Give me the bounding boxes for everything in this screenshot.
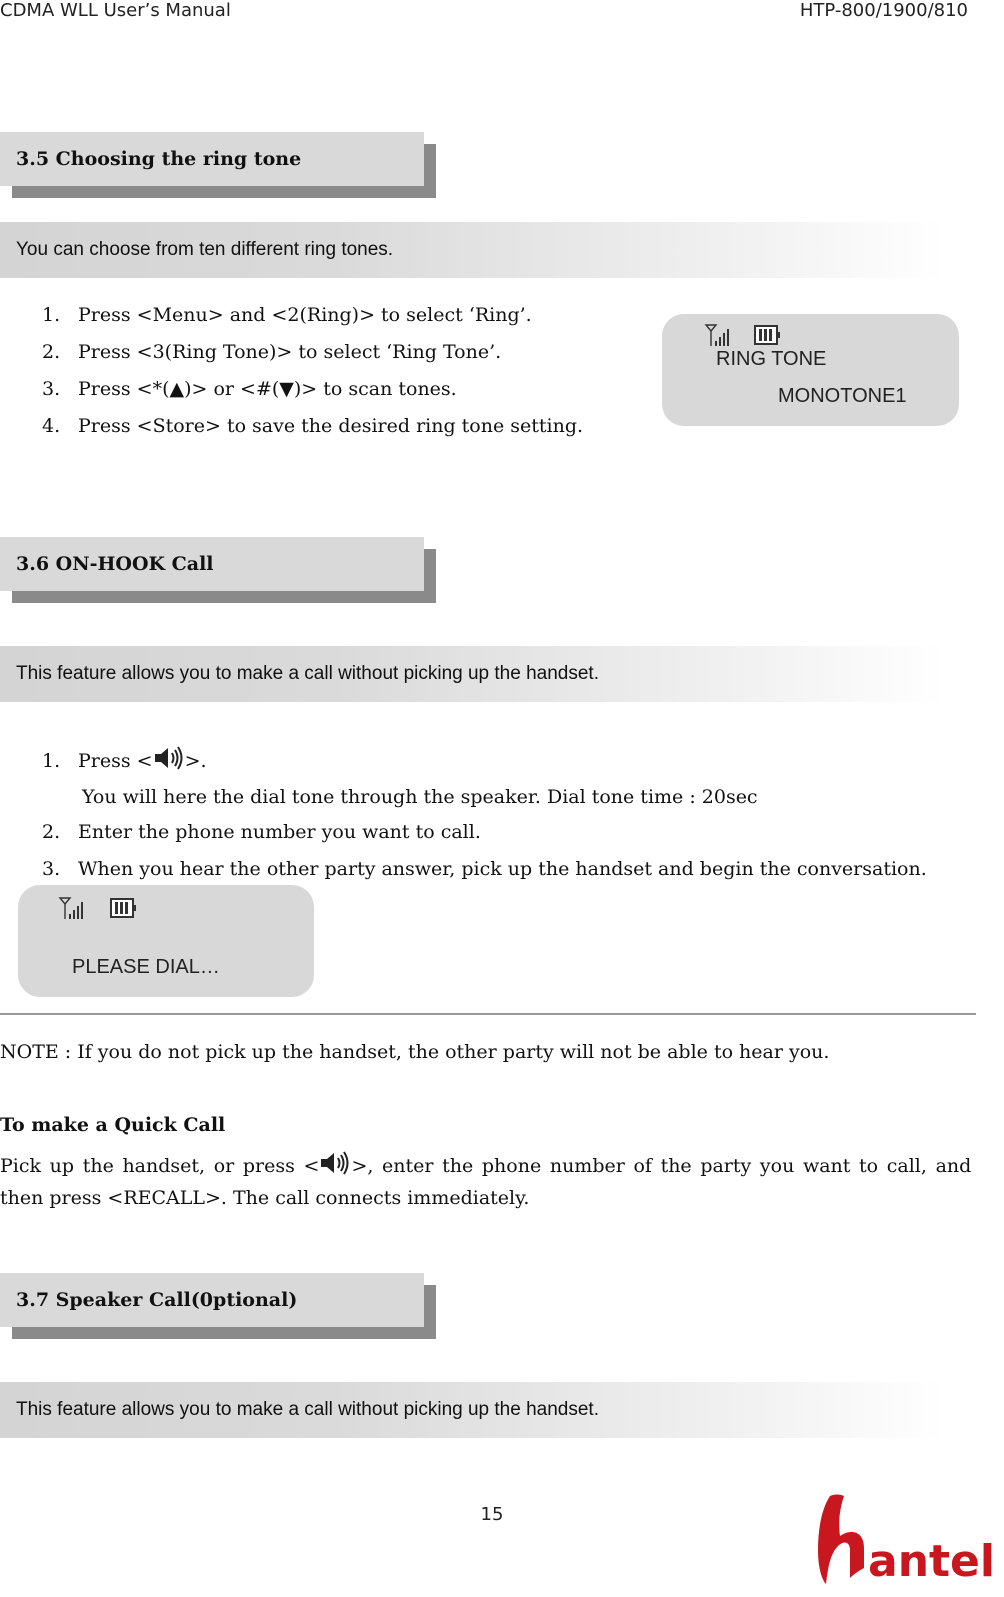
svg-text:antel: antel xyxy=(868,1536,995,1587)
speaker-icon xyxy=(153,745,185,771)
lcd-line-2: MONOTONE1 xyxy=(778,385,907,407)
divider xyxy=(0,1013,976,1015)
section-3-5-heading xyxy=(0,132,436,198)
section-title: 3.6 ON-HOOK Call xyxy=(0,537,424,591)
list-item: 1. Press < >. xyxy=(42,743,927,780)
quick-call-text-2: then press <RECALL>. The call connects immediately. xyxy=(0,1187,530,1209)
section-title: 3.5 Choosing the ring tone xyxy=(0,132,424,186)
on-hook-steps xyxy=(42,743,927,888)
section-3-7-heading xyxy=(0,1273,436,1339)
header-left: CDMA WLL User’s Manual xyxy=(0,0,231,21)
battery-icon xyxy=(110,897,138,921)
page-number: 15 xyxy=(480,1504,504,1525)
quick-call-text: Pick up the handset, or press < >, enter the phone number of the party you want to call, and xyxy=(0,1150,986,1182)
ring-tone-steps xyxy=(42,297,583,445)
section-3-5-intro: You can choose from ten different ring tones. xyxy=(0,222,945,278)
signal-antenna-icon xyxy=(58,895,84,921)
hantel-logo xyxy=(808,1488,998,1588)
lcd-line-1: PLEASE DIAL… xyxy=(72,956,220,978)
section-title: 3.7 Speaker Call(0ptional) xyxy=(0,1273,424,1327)
quick-call-title: To make a Quick Call xyxy=(0,1114,226,1136)
lcd-display-ring-tone xyxy=(662,314,959,426)
list-item: 2. Enter the phone number you want to call. xyxy=(42,821,481,843)
signal-antenna-icon xyxy=(704,322,730,348)
header-right: HTP-800/1900/810 xyxy=(799,0,968,21)
section-3-6-heading xyxy=(0,537,436,603)
lcd-display-please-dial xyxy=(18,885,314,997)
battery-icon xyxy=(754,324,782,348)
list-item: 4. Press <Store> to save the desired ring tone setting. xyxy=(42,415,584,437)
note-text: NOTE : If you do not pick up the handset, the other party will not be able to hear you. xyxy=(0,1041,830,1063)
speaker-icon xyxy=(319,1150,351,1176)
section-3-7-intro: This feature allows you to make a call without picking up the handset. xyxy=(0,1382,945,1438)
lcd-line-1: RING TONE xyxy=(716,348,827,370)
list-item: 1. Press <Menu> and <2(Ring)> to select ‘Ring’. xyxy=(42,304,532,326)
list-item-note: You will here the dial tone through the speaker. Dial tone time : 20sec xyxy=(82,786,758,808)
section-3-6-intro: This feature allows you to make a call without picking up the handset. xyxy=(0,646,945,702)
list-item: 3. Press <*(▲)> or <#(▼)> to scan tones. xyxy=(42,378,457,400)
list-item: 2. Press <3(Ring Tone)> to select ‘Ring Tone’. xyxy=(42,341,502,363)
list-item: 3. When you hear the other party answer, pick up the handset and begin the conversation. xyxy=(42,858,927,880)
